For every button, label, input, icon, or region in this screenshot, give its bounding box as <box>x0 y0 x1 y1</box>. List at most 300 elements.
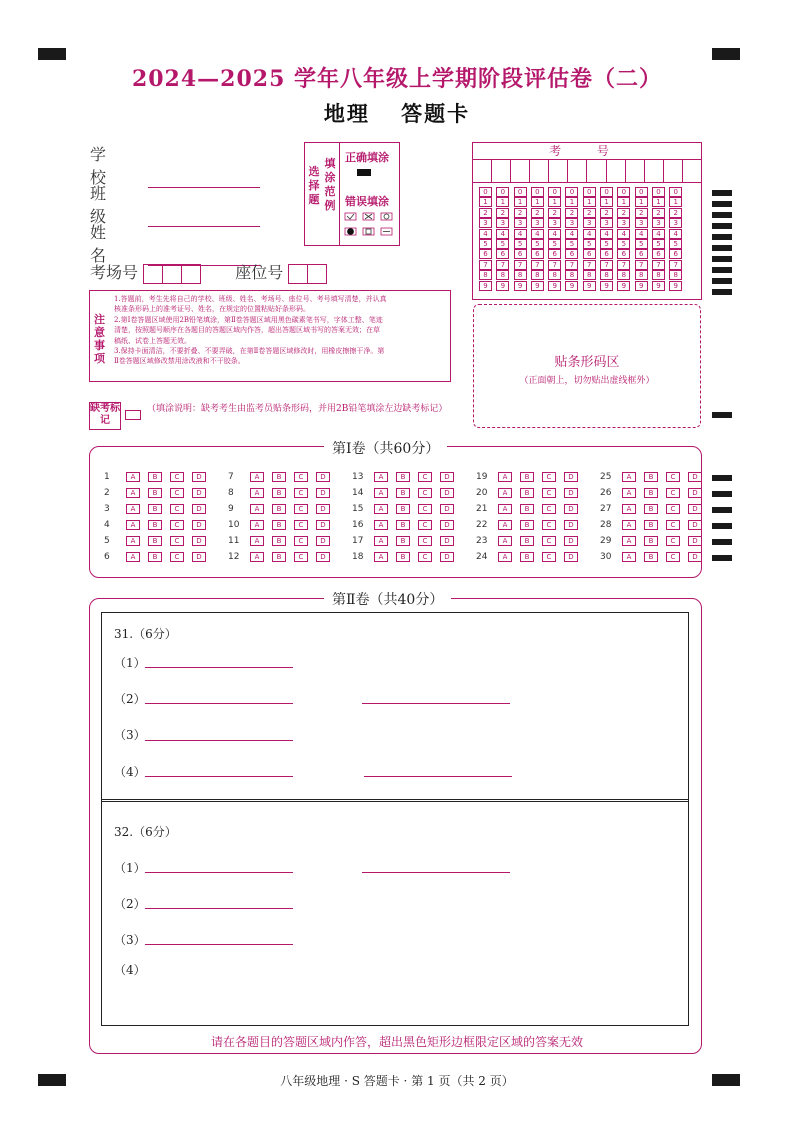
exam-id-digit-bubble[interactable]: 3 <box>635 218 648 228</box>
mcq-option-bubble[interactable]: D <box>564 536 578 546</box>
mcq-option-bubble[interactable]: D <box>440 504 454 514</box>
mcq-option-bubble[interactable]: A <box>622 552 636 562</box>
exam-id-cell[interactable] <box>664 160 683 182</box>
mcq-option-bubble[interactable]: B <box>272 536 286 546</box>
exam-id-digit-bubble[interactable]: 2 <box>479 208 492 218</box>
exam-id-digit-bubble[interactable]: 7 <box>669 260 682 270</box>
exam-id-digit-bubble[interactable]: 2 <box>652 208 665 218</box>
q31-sub3-line[interactable] <box>145 740 293 741</box>
mcq-option-bubble[interactable]: A <box>126 472 140 482</box>
exam-id-digit-bubble[interactable]: 7 <box>583 260 596 270</box>
exam-id-cell[interactable] <box>626 160 645 182</box>
exam-id-digit-bubble[interactable]: 6 <box>652 249 665 259</box>
exam-id-digit-bubble[interactable]: 3 <box>565 218 578 228</box>
mcq-option-bubble[interactable]: A <box>374 472 388 482</box>
mcq-option-bubble[interactable]: C <box>170 488 184 498</box>
mcq-option-bubble[interactable]: B <box>148 552 162 562</box>
exam-id-digit-bubble[interactable]: 2 <box>617 208 630 218</box>
exam-id-digit-row <box>473 249 701 259</box>
exam-id-digit-bubble[interactable]: 6 <box>479 249 492 259</box>
exam-id-digit-bubble[interactable]: 7 <box>479 260 492 270</box>
mcq-option-bubble[interactable]: C <box>542 488 556 498</box>
mcq-option-bubble[interactable]: D <box>440 552 454 562</box>
mcq-option-bubble[interactable]: A <box>498 536 512 546</box>
exam-id-digit-bubble[interactable]: 8 <box>669 270 682 280</box>
exam-id-digit-bubble[interactable]: 6 <box>600 249 613 259</box>
mcq-option-bubble[interactable]: D <box>192 552 206 562</box>
mcq-option-bubble[interactable]: B <box>520 520 534 530</box>
mcq-option-bubble[interactable]: B <box>644 536 658 546</box>
exam-id-cell[interactable] <box>511 160 530 182</box>
exam-id-digit-bubble[interactable]: 9 <box>669 281 682 291</box>
mcq-option-bubble[interactable]: C <box>666 536 680 546</box>
mcq-option-bubble[interactable]: A <box>374 552 388 562</box>
mcq-option-bubble[interactable]: B <box>520 552 534 562</box>
mcq-option-bubble[interactable]: B <box>396 520 410 530</box>
mcq-option-bubble[interactable]: B <box>644 552 658 562</box>
exam-id-digit-bubble[interactable]: 6 <box>669 249 682 259</box>
mcq-option-bubble[interactable]: C <box>418 504 432 514</box>
mcq-option-bubble[interactable]: B <box>396 472 410 482</box>
exam-id-digit-bubble[interactable]: 6 <box>548 249 561 259</box>
mcq-option-bubble[interactable]: A <box>498 504 512 514</box>
exam-id-digit-bubble[interactable]: 5 <box>479 239 492 249</box>
timing-mark <box>712 412 732 418</box>
mcq-option-bubble[interactable]: D <box>688 472 702 482</box>
mcq-option-bubble[interactable]: D <box>564 520 578 530</box>
exam-id-digit-bubble[interactable]: 7 <box>652 260 665 270</box>
mcq-option-bubble[interactable]: B <box>644 504 658 514</box>
exam-id-digit-bubble[interactable]: 2 <box>496 208 509 218</box>
exam-id-digit-bubble[interactable]: 6 <box>617 249 630 259</box>
exam-id-digit-bubble[interactable]: 2 <box>531 208 544 218</box>
mcq-question-row <box>600 519 710 531</box>
notice-line: 核准条形码上的准考证号、姓名，在规定的位置粘贴好条形码。 <box>114 305 310 314</box>
exam-id-digit-bubble[interactable]: 9 <box>583 281 596 291</box>
exam-id-digit-bubble[interactable]: 7 <box>617 260 630 270</box>
mcq-option-bubble[interactable]: D <box>316 552 330 562</box>
timing-mark <box>712 278 732 284</box>
exam-id-digit-bubble[interactable]: 7 <box>531 260 544 270</box>
mcq-option-bubble[interactable]: A <box>250 488 264 498</box>
exam-id-digit-bubble[interactable]: 8 <box>548 270 561 280</box>
mcq-option-bubble[interactable]: A <box>374 536 388 546</box>
mcq-option-bubble[interactable]: B <box>520 536 534 546</box>
mcq-option-bubble[interactable]: A <box>498 488 512 498</box>
mcq-option-bubble[interactable]: C <box>170 552 184 562</box>
mcq-option-bubble[interactable]: C <box>294 504 308 514</box>
exam-id-digit-bubble[interactable]: 1 <box>635 197 648 207</box>
exam-id-digit-bubble[interactable]: 2 <box>669 208 682 218</box>
exam-id-cell[interactable] <box>607 160 626 182</box>
mcq-option-bubble[interactable]: D <box>564 552 578 562</box>
mcq-option-bubble[interactable]: A <box>250 504 264 514</box>
exam-id-digit-bubble[interactable]: 6 <box>635 249 648 259</box>
exam-id-digit-bubble[interactable]: 0 <box>531 187 544 197</box>
exam-id-digit-bubble[interactable]: 1 <box>600 197 613 207</box>
mcq-option-bubble[interactable]: C <box>542 472 556 482</box>
timing-mark <box>712 245 732 251</box>
mcq-option-bubble[interactable]: B <box>396 536 410 546</box>
mcq-option-bubble[interactable]: B <box>520 472 534 482</box>
exam-id-cell[interactable] <box>549 160 568 182</box>
exam-id-digit-bubble[interactable]: 4 <box>669 229 682 239</box>
exam-id-cell[interactable] <box>492 160 511 182</box>
exam-id-digit-bubble[interactable]: 8 <box>600 270 613 280</box>
exam-id-digit-bubble[interactable]: 0 <box>669 187 682 197</box>
exam-id-digit-bubble[interactable]: 6 <box>514 249 527 259</box>
exam-id-digit-bubble[interactable]: 2 <box>583 208 596 218</box>
mcq-question-number: 12 <box>228 552 240 562</box>
exam-id-cell[interactable] <box>568 160 587 182</box>
exam-id-digit-bubble[interactable]: 6 <box>531 249 544 259</box>
exam-room-row <box>90 260 326 284</box>
q31-sub4-line-a[interactable] <box>145 776 293 777</box>
mcq-option-bubble[interactable]: A <box>374 488 388 498</box>
mcq-option-bubble[interactable]: A <box>374 520 388 530</box>
mcq-option-bubble[interactable]: D <box>564 504 578 514</box>
timing-mark <box>712 234 732 240</box>
mcq-option-bubble[interactable]: D <box>440 488 454 498</box>
exam-id-digit-bubble[interactable]: 3 <box>617 218 630 228</box>
mcq-option-bubble[interactable]: D <box>440 472 454 482</box>
mcq-option-bubble[interactable]: C <box>418 520 432 530</box>
mcq-question-number: 29 <box>600 536 612 546</box>
mcq-question-row <box>228 519 338 531</box>
q31-sub1-line[interactable] <box>145 667 293 668</box>
q32-answer-box <box>101 799 689 1026</box>
notice-line: 稿纸、试卷上答题无效。 <box>114 336 191 345</box>
exam-id-digit-bubble[interactable]: 0 <box>514 187 527 197</box>
exam-id-digit-bubble[interactable]: 5 <box>548 239 561 249</box>
mcq-option-bubble[interactable]: A <box>498 472 512 482</box>
mcq-option-bubble[interactable]: B <box>148 488 162 498</box>
mcq-option-bubble[interactable]: D <box>316 488 330 498</box>
mcq-option-bubble[interactable]: C <box>666 504 680 514</box>
exam-id-digit-bubble[interactable]: 7 <box>600 260 613 270</box>
mcq-option-bubble[interactable]: D <box>316 520 330 530</box>
exam-id-digit-bubble[interactable]: 9 <box>531 281 544 291</box>
mcq-option-bubble[interactable]: D <box>316 472 330 482</box>
exam-id-digit-bubble[interactable]: 5 <box>652 239 665 249</box>
mcq-option-bubble[interactable]: A <box>126 520 140 530</box>
exam-id-digit-bubble[interactable]: 0 <box>479 187 492 197</box>
mcq-option-bubble[interactable]: A <box>250 520 264 530</box>
exam-id-digit-bubble[interactable]: 1 <box>565 197 578 207</box>
mcq-option-bubble[interactable]: D <box>688 520 702 530</box>
exam-id-digit-bubble[interactable]: 4 <box>548 229 561 239</box>
notice-line: 2.第Ⅰ卷答题区域使用2B铅笔填涂，第Ⅱ卷答题区域用黑色碳素笔书写，字体工整、笔迹 <box>114 315 383 324</box>
exam-id-digit-bubble[interactable]: 9 <box>548 281 561 291</box>
exam-id-write-cells[interactable] <box>473 160 701 183</box>
mcq-option-bubble[interactable]: D <box>440 536 454 546</box>
mcq-option-bubble[interactable]: A <box>126 488 140 498</box>
mcq-option-bubble[interactable]: B <box>148 472 162 482</box>
mcq-option-bubble[interactable]: C <box>542 520 556 530</box>
mcq-question-row <box>352 551 462 563</box>
mcq-option-bubble[interactable]: A <box>250 472 264 482</box>
mcq-option-bubble[interactable]: B <box>148 520 162 530</box>
mcq-option-bubble[interactable]: B <box>644 488 658 498</box>
exam-id-digit-bubble[interactable]: 0 <box>617 187 630 197</box>
exam-id-cell[interactable] <box>645 160 664 182</box>
absent-bubble[interactable] <box>125 410 141 420</box>
school-label: 学 校 <box>90 145 121 187</box>
mcq-option-bubble[interactable]: B <box>272 504 286 514</box>
mcq-option-bubble[interactable]: A <box>622 488 636 498</box>
mcq-option-bubble[interactable]: D <box>192 472 206 482</box>
exam-id-digit-bubble[interactable]: 0 <box>583 187 596 197</box>
exam-id-digit-bubble[interactable]: 4 <box>531 229 544 239</box>
exam-id-bubble-grid <box>473 183 701 291</box>
exam-id-digit-bubble[interactable]: 2 <box>565 208 578 218</box>
mcq-option-bubble[interactable]: C <box>294 536 308 546</box>
exam-id-digit-bubble[interactable]: 5 <box>669 239 682 249</box>
exam-id-digit-bubble[interactable]: 8 <box>531 270 544 280</box>
exam-id-cell[interactable] <box>530 160 549 182</box>
mcq-option-bubble[interactable]: B <box>272 488 286 498</box>
exam-id-digit-bubble[interactable]: 5 <box>600 239 613 249</box>
mcq-option-bubble[interactable]: C <box>542 536 556 546</box>
mcq-option-bubble[interactable]: C <box>542 504 556 514</box>
exam-id-digit-bubble[interactable]: 1 <box>583 197 596 207</box>
mcq-option-bubble[interactable]: D <box>564 472 578 482</box>
mcq-option-bubble[interactable]: B <box>396 504 410 514</box>
exam-id-digit-bubble[interactable]: 1 <box>548 197 561 207</box>
exam-id-cell[interactable] <box>473 160 492 182</box>
exam-id-digit-bubble[interactable]: 5 <box>531 239 544 249</box>
mcq-option-bubble[interactable]: B <box>644 472 658 482</box>
notice-line: 清楚，按照题号顺序在各题目的答题区域内作答，超出答题区域书写的答案无效；在草 <box>114 326 380 335</box>
mcq-option-bubble[interactable]: D <box>316 536 330 546</box>
exam-id-digit-bubble[interactable]: 2 <box>600 208 613 218</box>
exam-id-digit-bubble[interactable]: 5 <box>496 239 509 249</box>
exam-id-digit-bubble[interactable]: 0 <box>496 187 509 197</box>
wrong-fill-samples-icon <box>343 211 397 239</box>
q32-sub2-line[interactable] <box>145 908 293 909</box>
mcq-option-bubble[interactable]: B <box>520 504 534 514</box>
mcq-option-bubble[interactable]: B <box>644 520 658 530</box>
mcq-option-bubble[interactable]: C <box>294 520 308 530</box>
exam-id-digit-bubble[interactable]: 4 <box>479 229 492 239</box>
exam-id-digit-bubble[interactable]: 4 <box>565 229 578 239</box>
exam-id-digit-bubble[interactable]: 3 <box>479 218 492 228</box>
mcq-option-bubble[interactable]: B <box>520 488 534 498</box>
exam-id-digit-bubble[interactable]: 0 <box>635 187 648 197</box>
mcq-option-bubble[interactable]: A <box>498 520 512 530</box>
exam-id-digit-bubble[interactable]: 9 <box>565 281 578 291</box>
mcq-option-bubble[interactable]: A <box>622 504 636 514</box>
exam-id-digit-bubble[interactable]: 4 <box>583 229 596 239</box>
exam-id-digit-bubble[interactable]: 9 <box>635 281 648 291</box>
seat-boxes[interactable] <box>288 263 326 282</box>
exam-id-digit-bubble[interactable]: 3 <box>669 218 682 228</box>
exam-id-digit-bubble[interactable]: 8 <box>583 270 596 280</box>
mcq-option-bubble[interactable]: C <box>666 552 680 562</box>
mcq-option-bubble[interactable]: A <box>250 536 264 546</box>
exam-id-digit-bubble[interactable]: 7 <box>514 260 527 270</box>
exam-id-digit-bubble[interactable]: 1 <box>531 197 544 207</box>
q32-sub1-line-b[interactable] <box>362 872 510 873</box>
exam-id-digit-bubble[interactable]: 7 <box>548 260 561 270</box>
exam-id-digit-bubble[interactable]: 8 <box>514 270 527 280</box>
exam-id-digit-bubble[interactable]: 1 <box>514 197 527 207</box>
exam-id-digit-bubble[interactable]: 1 <box>479 197 492 207</box>
mcq-option-bubble[interactable]: C <box>418 552 432 562</box>
mcq-option-bubble[interactable]: C <box>666 472 680 482</box>
mcq-option-bubble[interactable]: D <box>688 536 702 546</box>
exam-id-digit-bubble[interactable]: 6 <box>565 249 578 259</box>
exam-id-digit-bubble[interactable]: 8 <box>565 270 578 280</box>
mcq-option-bubble[interactable]: D <box>440 520 454 530</box>
mcq-option-bubble[interactable]: C <box>418 536 432 546</box>
exam-id-digit-bubble[interactable]: 8 <box>496 270 509 280</box>
mcq-question-row <box>600 551 710 563</box>
exam-id-digit-bubble[interactable]: 0 <box>548 187 561 197</box>
mcq-option-bubble[interactable]: A <box>250 552 264 562</box>
q31-sub2-label: （2） <box>114 692 146 706</box>
mcq-option-bubble[interactable]: A <box>498 552 512 562</box>
exam-id-digit-bubble[interactable]: 2 <box>548 208 561 218</box>
mcq-option-bubble[interactable]: B <box>396 488 410 498</box>
exam-id-digit-bubble[interactable]: 0 <box>565 187 578 197</box>
mcq-option-bubble[interactable]: C <box>294 488 308 498</box>
exam-id-digit-bubble[interactable]: 7 <box>635 260 648 270</box>
exam-id-digit-bubble[interactable]: 3 <box>531 218 544 228</box>
q32-sub1-line-a[interactable] <box>145 872 293 873</box>
mcq-option-bubble[interactable]: D <box>192 520 206 530</box>
mcq-option-bubble[interactable]: D <box>688 488 702 498</box>
exam-id-digit-bubble[interactable]: 4 <box>617 229 630 239</box>
mcq-option-bubble[interactable]: D <box>688 504 702 514</box>
exam-id-digit-bubble[interactable]: 9 <box>600 281 613 291</box>
mcq-option-bubble[interactable]: A <box>374 504 388 514</box>
exam-id-digit-bubble[interactable]: 9 <box>652 281 665 291</box>
mcq-option-bubble[interactable]: B <box>272 520 286 530</box>
exam-id-digit-bubble[interactable]: 1 <box>496 197 509 207</box>
exam-id-digit-bubble[interactable]: 4 <box>600 229 613 239</box>
exam-id-digit-bubble[interactable]: 1 <box>617 197 630 207</box>
section1-title: 第Ⅰ卷（共60分） <box>324 438 447 458</box>
mcq-option-bubble[interactable]: C <box>666 520 680 530</box>
exam-id-digit-bubble[interactable]: 5 <box>565 239 578 249</box>
exam-id-digit-bubble[interactable]: 6 <box>496 249 509 259</box>
exam-id-digit-bubble[interactable]: 9 <box>617 281 630 291</box>
mcq-question-row <box>228 535 338 547</box>
exam-id-digit-bubble[interactable]: 6 <box>583 249 596 259</box>
exam-id-digit-bubble[interactable]: 4 <box>635 229 648 239</box>
mcq-option-bubble[interactable]: A <box>126 504 140 514</box>
exam-id-digit-bubble[interactable]: 8 <box>479 270 492 280</box>
exam-id-digit-bubble[interactable]: 1 <box>652 197 665 207</box>
q31-title: 31.（6分） <box>114 627 177 641</box>
q32-sub3-line[interactable] <box>145 944 293 945</box>
exam-id-digit-bubble[interactable]: 5 <box>583 239 596 249</box>
mcq-option-bubble[interactable]: D <box>192 536 206 546</box>
notice-text <box>114 294 444 367</box>
exam-id-cell[interactable] <box>683 160 701 182</box>
exam-id-digit-bubble[interactable]: 2 <box>635 208 648 218</box>
mcq-option-bubble[interactable]: D <box>192 504 206 514</box>
q31-sub4-line-b[interactable] <box>364 776 512 777</box>
mcq-option-bubble[interactable]: B <box>272 472 286 482</box>
exam-room-boxes[interactable] <box>143 263 200 282</box>
fill-examples-box <box>304 142 400 246</box>
exam-id-digit-bubble[interactable]: 9 <box>479 281 492 291</box>
mcq-option-bubble[interactable]: C <box>418 472 432 482</box>
mcq-option-bubble[interactable]: B <box>148 536 162 546</box>
mcq-option-bubble[interactable]: C <box>170 504 184 514</box>
mcq-option-bubble[interactable]: D <box>688 552 702 562</box>
mcq-option-bubble[interactable]: C <box>294 552 308 562</box>
mcq-option-bubble[interactable]: C <box>294 472 308 482</box>
exam-id-digit-bubble[interactable]: 3 <box>548 218 561 228</box>
exam-id-digit-bubble[interactable]: 0 <box>600 187 613 197</box>
exam-id-digit-bubble[interactable]: 8 <box>635 270 648 280</box>
fill-examples-side-label-2: 填涂范例 <box>324 157 336 212</box>
exam-id-digit-bubble[interactable]: 5 <box>514 239 527 249</box>
mcq-option-bubble[interactable]: A <box>622 472 636 482</box>
exam-id-digit-bubble[interactable]: 2 <box>514 208 527 218</box>
mcq-option-bubble[interactable]: C <box>542 552 556 562</box>
exam-id-digit-bubble[interactable]: 4 <box>514 229 527 239</box>
mcq-option-bubble[interactable]: C <box>170 536 184 546</box>
exam-id-digit-bubble[interactable]: 9 <box>496 281 509 291</box>
q31-sub2-line-b[interactable] <box>362 703 510 704</box>
mcq-question-number: 1 <box>104 472 110 482</box>
mcq-option-bubble[interactable]: C <box>666 488 680 498</box>
exam-id-digit-bubble[interactable]: 8 <box>617 270 630 280</box>
mcq-option-bubble[interactable]: B <box>148 504 162 514</box>
mcq-option-bubble[interactable]: A <box>126 536 140 546</box>
exam-id-digit-bubble[interactable]: 7 <box>496 260 509 270</box>
mcq-option-bubble[interactable]: D <box>564 488 578 498</box>
exam-id-digit-bubble[interactable]: 0 <box>652 187 665 197</box>
exam-id-digit-bubble[interactable]: 3 <box>496 218 509 228</box>
exam-id-digit-bubble[interactable]: 9 <box>514 281 527 291</box>
q32-sub4-label: （4） <box>114 963 146 977</box>
mcq-option-bubble[interactable]: B <box>396 552 410 562</box>
mcq-option-bubble[interactable]: A <box>622 520 636 530</box>
mcq-option-bubble[interactable]: C <box>170 520 184 530</box>
mcq-option-bubble[interactable]: A <box>622 536 636 546</box>
mcq-option-bubble[interactable]: D <box>192 488 206 498</box>
mcq-option-bubble[interactable]: B <box>272 552 286 562</box>
exam-id-digit-bubble[interactable]: 8 <box>652 270 665 280</box>
exam-id-digit-bubble[interactable]: 7 <box>565 260 578 270</box>
exam-id-digit-bubble[interactable]: 4 <box>652 229 665 239</box>
exam-id-digit-row <box>473 239 701 249</box>
q31-sub2-line-a[interactable] <box>145 703 293 704</box>
exam-id-cell[interactable] <box>587 160 606 182</box>
mcq-question-row <box>476 487 586 499</box>
mcq-question-number: 20 <box>476 488 488 498</box>
exam-id-digit-bubble[interactable]: 3 <box>600 218 613 228</box>
mcq-option-bubble[interactable]: C <box>170 472 184 482</box>
mcq-option-bubble[interactable]: C <box>418 488 432 498</box>
exam-id-digit-bubble[interactable]: 5 <box>635 239 648 249</box>
exam-id-digit-bubble[interactable]: 4 <box>496 229 509 239</box>
exam-id-digit-bubble[interactable]: 3 <box>583 218 596 228</box>
exam-id-digit-bubble[interactable]: 5 <box>617 239 630 249</box>
mcq-question-number: 25 <box>600 472 612 482</box>
exam-id-digit-bubble[interactable]: 3 <box>514 218 527 228</box>
exam-id-digit-row <box>473 281 701 291</box>
mcq-option-bubble[interactable]: D <box>316 504 330 514</box>
mcq-option-bubble[interactable]: A <box>126 552 140 562</box>
exam-id-digit-bubble[interactable]: 3 <box>652 218 665 228</box>
exam-id-digit-bubble[interactable]: 1 <box>669 197 682 207</box>
